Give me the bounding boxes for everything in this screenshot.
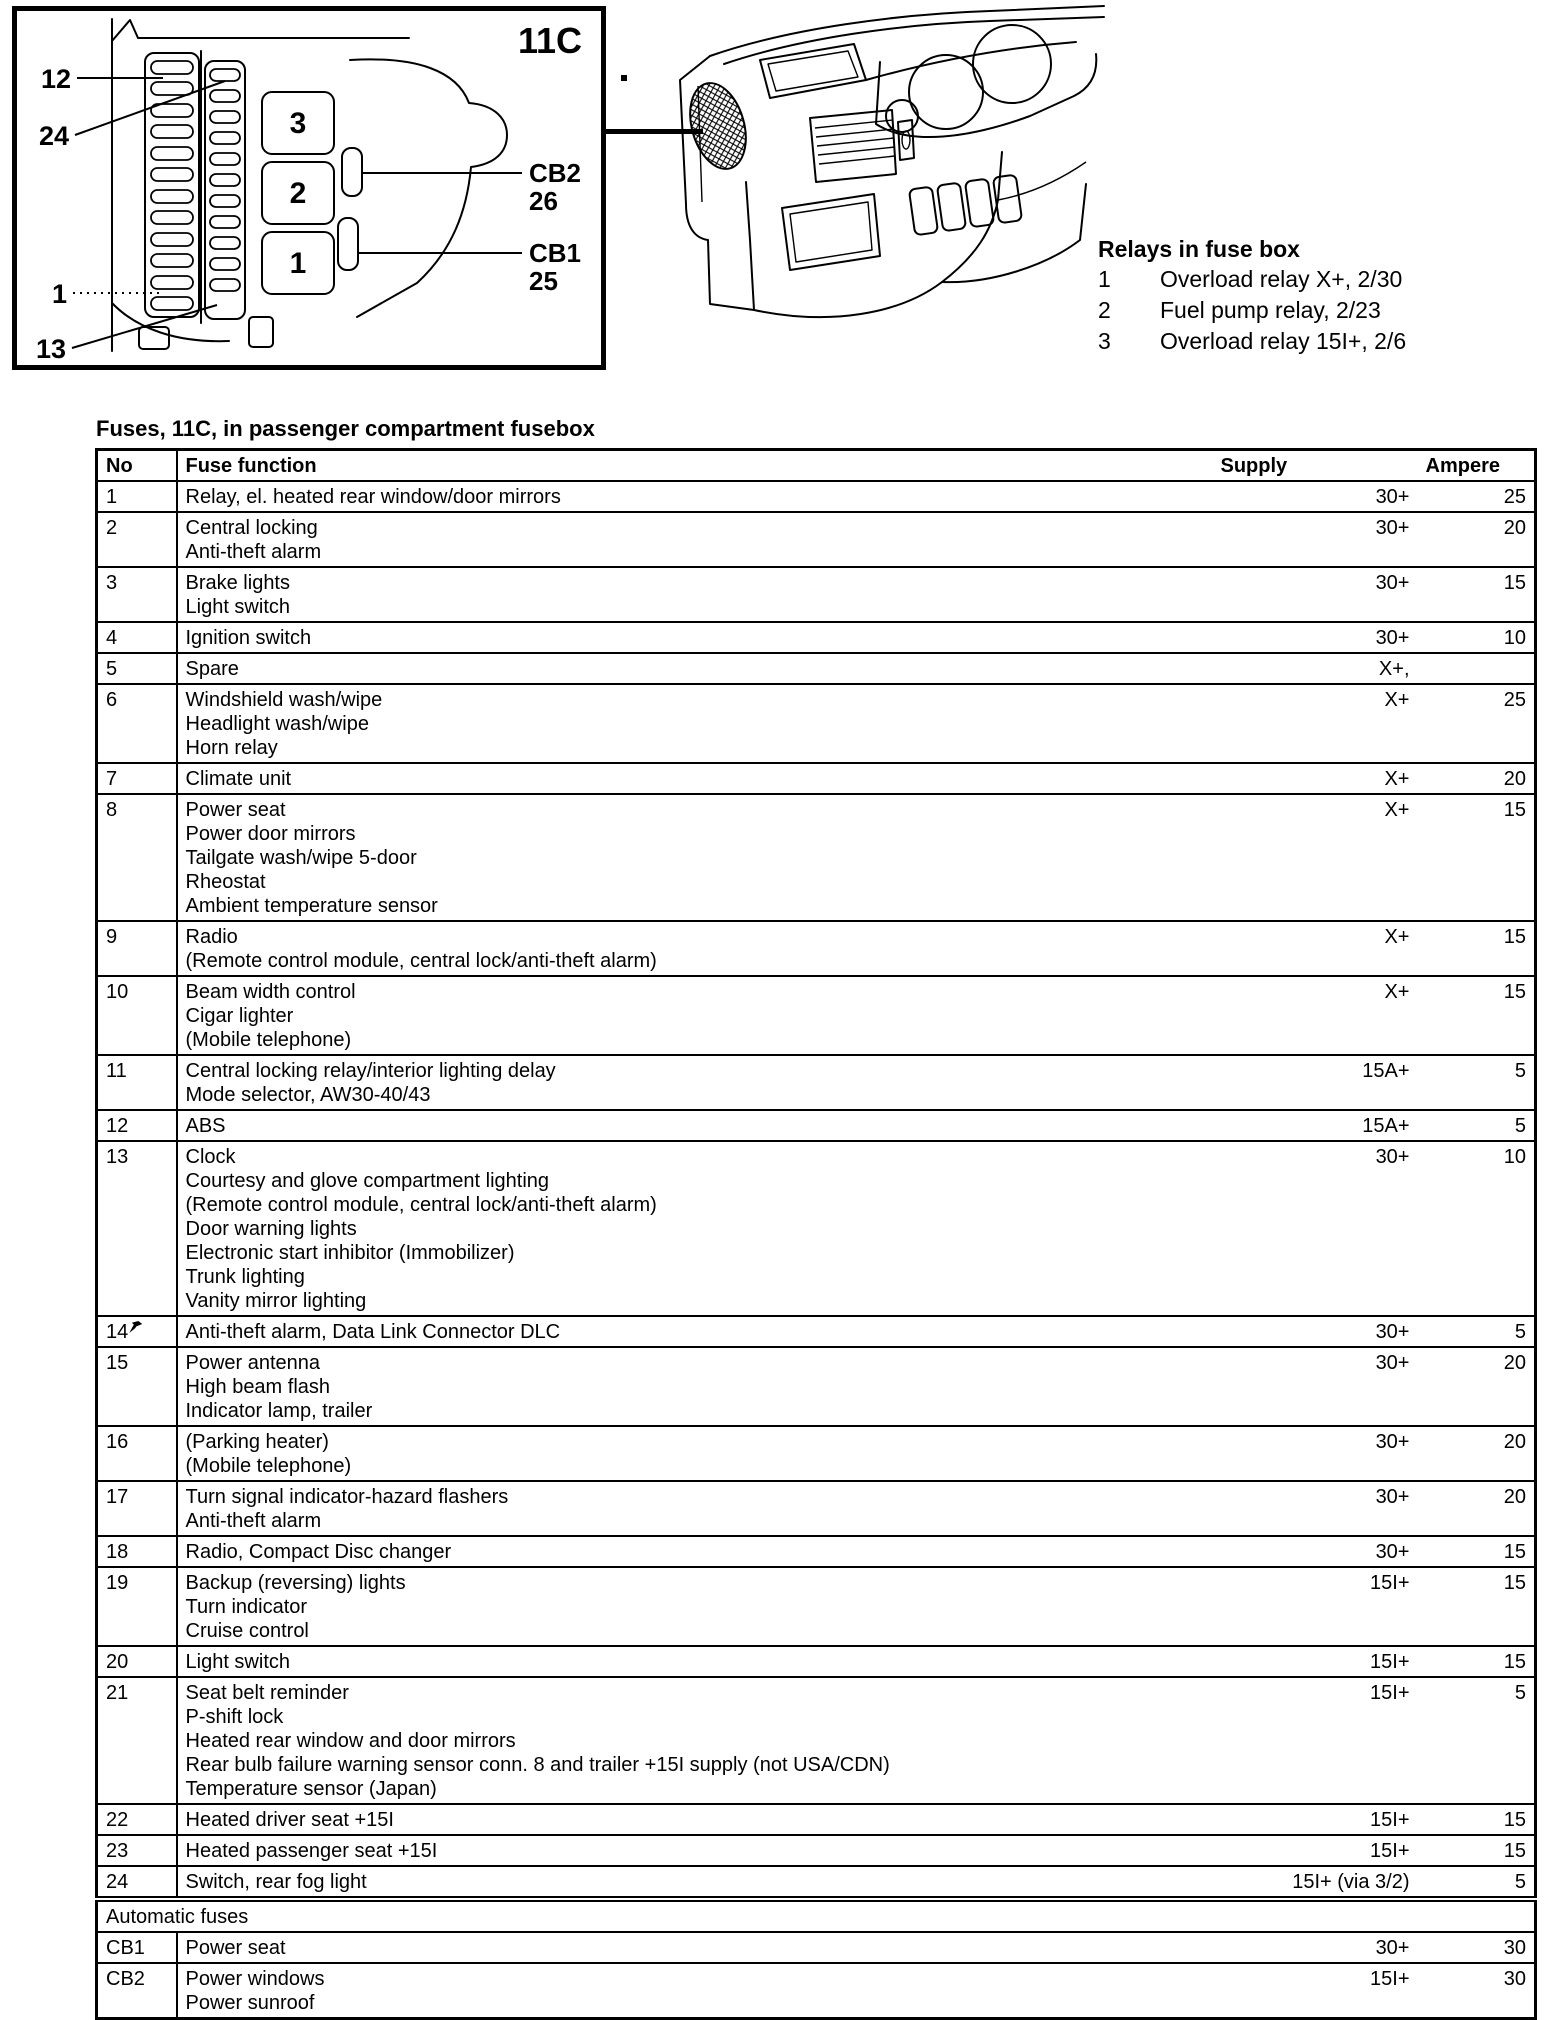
table-row (97, 1481, 1536, 1536)
callout-cb2-num: 26 (529, 186, 558, 216)
callout-12: 12 (40, 64, 71, 94)
relay-2-number: 2 (289, 177, 307, 210)
fuse-number: 18 (97, 1536, 177, 1567)
fuse-ampere: 5 (1514, 1115, 1526, 1137)
fuse-function: Spare (185, 658, 239, 680)
dashboard-location-sketch (640, 4, 1110, 324)
fuse-ampere: 15 (1503, 926, 1526, 948)
fuse-number: 7 (97, 763, 177, 794)
fuse-supply: X+ (1384, 768, 1410, 790)
fuse-function: Central locking relay/interior lighting delay Mode selector, AW30-40/43 (185, 1060, 556, 1106)
fuse-function: Light switch (185, 1651, 290, 1673)
table-row (97, 1055, 1536, 1110)
fuse-supply: 30+ (1375, 1352, 1410, 1374)
fuse-function: Clock Courtesy and glove compartment lighting (Remote control module, central lock/anti-theft alarm) Door warning lights Electronic start inhibitor (Immobilizer) Trunk lighting Vanity mirror lighting (185, 1146, 657, 1312)
callout-cb1: CB1 (529, 238, 582, 268)
fuse-supply: X+ (1384, 926, 1410, 948)
fuse-function: Windshield wash/wipe Headlight wash/wipe Horn relay (185, 689, 383, 759)
table-row (97, 1963, 1536, 2019)
fuse-ampere: 25 (1503, 689, 1526, 711)
fusebox-line-art (17, 11, 601, 365)
switch-row (909, 175, 1022, 236)
fuse-table-body (97, 481, 1536, 2019)
cb2-breaker (342, 148, 362, 196)
relay-item-number: 2 (1098, 297, 1111, 323)
callout-1: 1 (51, 279, 67, 309)
fuse-supply: 30+ (1375, 1937, 1410, 1959)
fuse-number: 15 (97, 1347, 177, 1426)
fuse-supply: 15I+ (via 3/2) (1292, 1871, 1410, 1893)
fuse-supply: 15I+ (1370, 1651, 1410, 1673)
fuse-function: Seat belt reminder P-shift lock Heated rear window and door mirrors Rear bulb failure warning sensor conn. 8 and trailer +15I supply (not USA/CDN) Temperature sensor (Japan) (185, 1682, 890, 1800)
fuse-ampere: 5 (1514, 1682, 1526, 1704)
fuse-number: 13 (97, 1141, 177, 1316)
fuse-number: 14 (97, 1316, 177, 1347)
fuse-number: 21 (97, 1677, 177, 1804)
table-row (97, 763, 1536, 794)
fusebox-id-label: 11C (517, 20, 582, 61)
fuse-ampere: 20 (1503, 1352, 1526, 1374)
fuse-number: CB1 (97, 1932, 177, 1963)
fuse-function: Brake lights Light switch (185, 572, 290, 618)
header-supply: Supply (1220, 455, 1288, 477)
fuse-supply: 15I+ (1370, 1809, 1410, 1831)
relay-3-number: 3 (289, 107, 307, 140)
instrument-dial (973, 25, 1051, 103)
fuse-number: 17 (97, 1481, 177, 1536)
fuse-ampere: 20 (1503, 1486, 1526, 1508)
relay-legend-item (1098, 264, 1564, 295)
fuse-ampere: 25 (1503, 486, 1526, 508)
fuse-ampere: 15 (1503, 1572, 1526, 1594)
fuse-supply: X+, (1378, 658, 1410, 680)
fuse-ampere: 15 (1503, 1809, 1526, 1831)
fuse-function: (Parking heater) (Mobile telephone) (185, 1431, 352, 1477)
fuse-supply: 15A+ (1362, 1060, 1410, 1082)
table-row (97, 1426, 1536, 1481)
fuse-supply: 15I+ (1370, 1968, 1410, 1990)
fuse-supply: 15I+ (1370, 1840, 1410, 1862)
table-row (97, 481, 1536, 512)
fuse-number: 12 (97, 1110, 177, 1141)
fuse-function: Power windows Power sunroof (185, 1968, 325, 2014)
fuse-supply: 15A+ (1362, 1115, 1410, 1137)
fuse-function: Radio (Remote control module, central lock/anti-theft alarm) (185, 926, 657, 972)
table-row (97, 1866, 1536, 1899)
fuse-supply: 30+ (1375, 572, 1410, 594)
relay-item-label: Overload relay X+, 2/30 (1160, 266, 1403, 292)
fuse-ampere: 30 (1503, 1937, 1526, 1959)
fuse-ampere: 20 (1503, 1431, 1526, 1453)
table-row (97, 1677, 1536, 1804)
table-row (97, 1835, 1536, 1866)
table-row (97, 567, 1536, 622)
callout-cb2: CB2 (529, 158, 582, 188)
fuse-function: Heated passenger seat +15I (185, 1840, 438, 1862)
fuse-function: Central locking Anti-theft alarm (185, 517, 322, 563)
table-row (97, 1804, 1536, 1835)
instrument-dial (909, 55, 983, 129)
table-row (97, 976, 1536, 1055)
table-row (97, 1567, 1536, 1646)
relay-item-number: 1 (1098, 266, 1111, 292)
relays-legend-title: Relays in fuse box (1098, 236, 1300, 262)
fuse-supply: 30+ (1375, 627, 1410, 649)
fuse-function: Anti-theft alarm, Data Link Connector DLC (185, 1321, 561, 1343)
fuse-supply: X+ (1384, 799, 1410, 821)
fusebox-location-highlight (681, 77, 755, 176)
fuse-ampere: 5 (1514, 1871, 1526, 1893)
fuse-supply: 30+ (1375, 1486, 1410, 1508)
relay-1-number: 1 (289, 247, 307, 280)
section-label: Automatic fuses (106, 1906, 249, 1928)
fuse-function: Backup (reversing) lights Turn indicator Cruise control (185, 1572, 406, 1642)
table-row (97, 512, 1536, 567)
fuse-supply: X+ (1384, 689, 1410, 711)
section-row (97, 1899, 1536, 1932)
fuse-function: Switch, rear fog light (185, 1871, 367, 1893)
fuse-ampere: 10 (1503, 627, 1526, 649)
fuse-ampere: 15 (1503, 799, 1526, 821)
table-row (97, 1347, 1536, 1426)
table-row (97, 653, 1536, 684)
fuse-ampere: 15 (1503, 1840, 1526, 1862)
cb1-breaker (338, 218, 358, 270)
fuse-supply: 30+ (1375, 1146, 1410, 1168)
header-ampere: Ampere (1425, 455, 1500, 477)
relay-item-label: Overload relay 15I+, 2/6 (1160, 328, 1407, 354)
fuse-function: Beam width control Cigar lighter (Mobile telephone) (185, 981, 356, 1051)
relay-item-number: 3 (1098, 328, 1111, 354)
fuse-ampere (1418, 653, 1536, 684)
table-row (97, 684, 1536, 763)
fuse-number: 23 (97, 1835, 177, 1866)
table-row (97, 794, 1536, 921)
fuse-function: Turn signal indicator-hazard flashers Anti-theft alarm (185, 1486, 509, 1532)
fuse-supply: 30+ (1375, 517, 1410, 539)
callout-24: 24 (38, 121, 69, 151)
fuse-ampere: 20 (1503, 517, 1526, 539)
fuse-ampere: 20 (1503, 768, 1526, 790)
fuse-number: 2 (97, 512, 177, 567)
fuse-table-section (95, 416, 1537, 2020)
fuse-number: 5 (97, 653, 177, 684)
header-function: Fuse function (185, 455, 317, 477)
fuse-number: 8 (97, 794, 177, 921)
fuse-number: 19 (97, 1567, 177, 1646)
fuse-function: Heated driver seat +15I (185, 1809, 394, 1831)
fuse-ampere: 15 (1503, 1651, 1526, 1673)
callout-13: 13 (35, 334, 66, 364)
fuse-supply: 15I+ (1370, 1682, 1410, 1704)
fuse-ampere: 15 (1503, 1541, 1526, 1563)
callout-cb1-num: 25 (529, 266, 558, 296)
relay-item-label: Fuel pump relay, 2/23 (1160, 297, 1381, 323)
fuse-number: 20 (97, 1646, 177, 1677)
relay-legend-item (1098, 326, 1564, 357)
fuse-function: Relay, el. heated rear window/door mirrors (185, 486, 561, 508)
table-row (97, 1646, 1536, 1677)
fuse-function: ABS (185, 1115, 226, 1137)
fuse-number: 24 (97, 1866, 177, 1899)
table-row (97, 1536, 1536, 1567)
fuse-ampere: 15 (1503, 572, 1526, 594)
print-artifact-mark (129, 1321, 142, 1333)
fuse-function: Power antenna High beam flash Indicator lamp, trailer (185, 1352, 373, 1422)
fuse-number: 1 (97, 481, 177, 512)
fuse-function: Radio, Compact Disc changer (185, 1541, 452, 1563)
fuse-supply: X+ (1384, 981, 1410, 1003)
fuse-table (95, 448, 1537, 2020)
fuse-ampere: 5 (1514, 1060, 1526, 1082)
fuse-supply: 30+ (1375, 1541, 1410, 1563)
relays-legend (1098, 234, 1564, 357)
fuse-number: 22 (97, 1804, 177, 1835)
fuse-number: 16 (97, 1426, 177, 1481)
fuse-ampere: 10 (1503, 1146, 1526, 1168)
header-no: No (97, 450, 177, 482)
table-row (97, 1110, 1536, 1141)
fuse-slots (151, 61, 240, 310)
fuse-function: Power seat Power door mirrors Tailgate wash/wipe 5-door Rheostat Ambient temperature sensor (185, 799, 438, 917)
table-row (97, 622, 1536, 653)
table-row (97, 921, 1536, 976)
table-row (97, 1141, 1536, 1316)
fuse-table-title: Fuses, 11C, in passenger compartment fusebox (96, 416, 595, 441)
fuse-supply: 30+ (1375, 1431, 1410, 1453)
relay-blocks (262, 92, 334, 294)
fuse-function: Ignition switch (185, 627, 312, 649)
fuse-number: CB2 (97, 1963, 177, 2019)
fuse-number: 11 (97, 1055, 177, 1110)
table-row (97, 1316, 1536, 1347)
relay-legend-item (1098, 295, 1564, 326)
table-row (97, 1932, 1536, 1963)
fuse-number: 10 (97, 976, 177, 1055)
fuse-supply: 15I+ (1370, 1572, 1410, 1594)
fuse-ampere: 15 (1503, 981, 1526, 1003)
fuse-number: 6 (97, 684, 177, 763)
fuse-supply: 30+ (1375, 1321, 1410, 1343)
fuse-function: Power seat (185, 1937, 286, 1959)
fusebox-diagram (12, 6, 606, 370)
print-artifact-dot (621, 75, 627, 81)
fuse-supply: 30+ (1375, 486, 1410, 508)
table-header-row (97, 450, 1536, 482)
fuse-function: Climate unit (185, 768, 292, 790)
fuse-number: 9 (97, 921, 177, 976)
fuse-ampere: 30 (1503, 1968, 1526, 1990)
fuse-ampere: 5 (1514, 1321, 1526, 1343)
fuse-number: 4 (97, 622, 177, 653)
fuse-number: 3 (97, 567, 177, 622)
